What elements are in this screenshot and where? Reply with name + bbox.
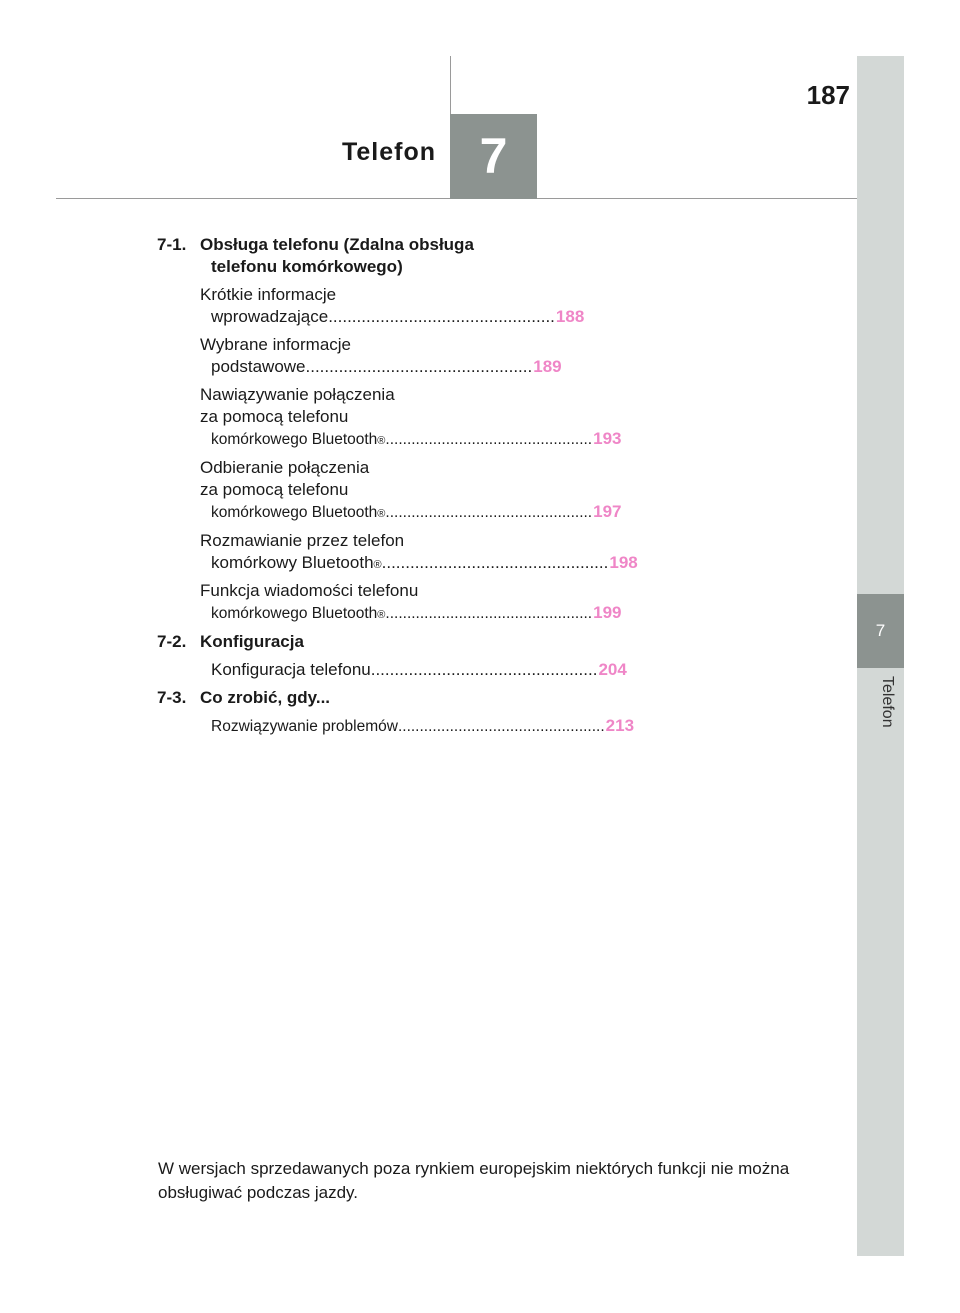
entry-line: Nawiązywanie połączenia bbox=[200, 385, 395, 404]
toc-section-7-1 bbox=[155, 234, 485, 278]
entry-line: wprowadzające bbox=[211, 307, 329, 326]
page-link[interactable]: 198 bbox=[609, 553, 638, 572]
entry-line: komórkowego Bluetooth bbox=[211, 431, 378, 448]
toc-entry[interactable]: Rozwiązywanie problemów ................................................ 213 bbox=[200, 715, 485, 738]
header-vertical-rule bbox=[450, 56, 451, 114]
page-link[interactable]: 188 bbox=[555, 307, 585, 326]
entry-line: za pomocą telefonu bbox=[200, 407, 349, 426]
entry-line: komórkowego Bluetooth bbox=[211, 504, 378, 521]
toc-entry[interactable]: Krótkie informacje wprowadzające ................................................ 188 bbox=[200, 285, 585, 326]
entry-line: podstawowe bbox=[211, 357, 306, 376]
entry-line: Konfiguracja telefonu bbox=[211, 660, 371, 679]
side-tab-label: Telefon bbox=[879, 676, 896, 728]
entry-line: Odbieranie połączenia bbox=[200, 458, 370, 477]
entry-line: Rozwiązywanie problemów bbox=[211, 718, 398, 735]
toc-entry[interactable]: Wybrane informacje podstawowe ................................................ 189 bbox=[200, 335, 562, 376]
section-title: Obsługa telefonu (Zdalna obsługa telefonu komórkowego) bbox=[200, 235, 474, 276]
page-link[interactable]: 193 bbox=[593, 429, 622, 448]
page-link[interactable]: 204 bbox=[598, 660, 627, 679]
footnote-text: W wersjach sprzedawanych poza rynkiem europejskim niektórych funkcji nie można obsługiwać podczas jazdy. bbox=[158, 1159, 790, 1202]
toc-entry[interactable]: Funkcja wiadomości telefonu komórkowego Bluetooth ® ................................................ 199 bbox=[200, 580, 485, 625]
toc-entry[interactable]: Konfiguracja telefonu ................................................ 204 bbox=[211, 660, 627, 679]
section-number: 7-2. bbox=[157, 632, 187, 651]
page-link[interactable]: 213 bbox=[605, 716, 635, 735]
page-link[interactable]: 199 bbox=[593, 603, 622, 622]
toc-entry[interactable]: Rozmawianie przez telefon komórkowy Bluetooth ® ................................................ 198 bbox=[200, 531, 638, 572]
section-number: 7-3. bbox=[157, 688, 187, 707]
page-link[interactable]: 189 bbox=[533, 357, 562, 376]
toc-entry[interactable]: Odbieranie połączenia za pomocą telefonu komórkowego Bluetooth ® ................................................ 197 bbox=[200, 457, 485, 524]
section-title: Konfiguracja bbox=[200, 632, 304, 651]
entry-line: Funkcja wiadomości telefonu bbox=[200, 581, 419, 600]
page-number: 187 bbox=[806, 80, 850, 110]
entry-line: komórkowego Bluetooth bbox=[211, 605, 378, 622]
entry-line: Rozmawianie przez telefon bbox=[200, 531, 405, 550]
chapter-title: Telefon bbox=[341, 138, 436, 166]
entry-line: Krótkie informacje bbox=[200, 285, 337, 304]
chapter-number-box: 7 bbox=[450, 114, 537, 199]
toc-section-7-2 bbox=[155, 631, 485, 653]
side-tab-number[interactable]: 7 bbox=[857, 594, 904, 668]
section-title: Co zrobić, gdy... bbox=[200, 688, 331, 707]
toc-section-7-3 bbox=[155, 687, 485, 709]
table-of-contents bbox=[155, 234, 638, 744]
entry-line: komórkowy Bluetooth bbox=[211, 553, 374, 572]
page-link[interactable]: 197 bbox=[593, 502, 622, 521]
toc-entry[interactable]: Nawiązywanie połączenia za pomocą telefonu komórkowego Bluetooth ® ................................................ 193 bbox=[200, 384, 485, 451]
entry-line: Wybrane informacje bbox=[200, 335, 352, 354]
section-number: 7-1. bbox=[157, 235, 187, 254]
entry-line: za pomocą telefonu bbox=[200, 480, 349, 499]
